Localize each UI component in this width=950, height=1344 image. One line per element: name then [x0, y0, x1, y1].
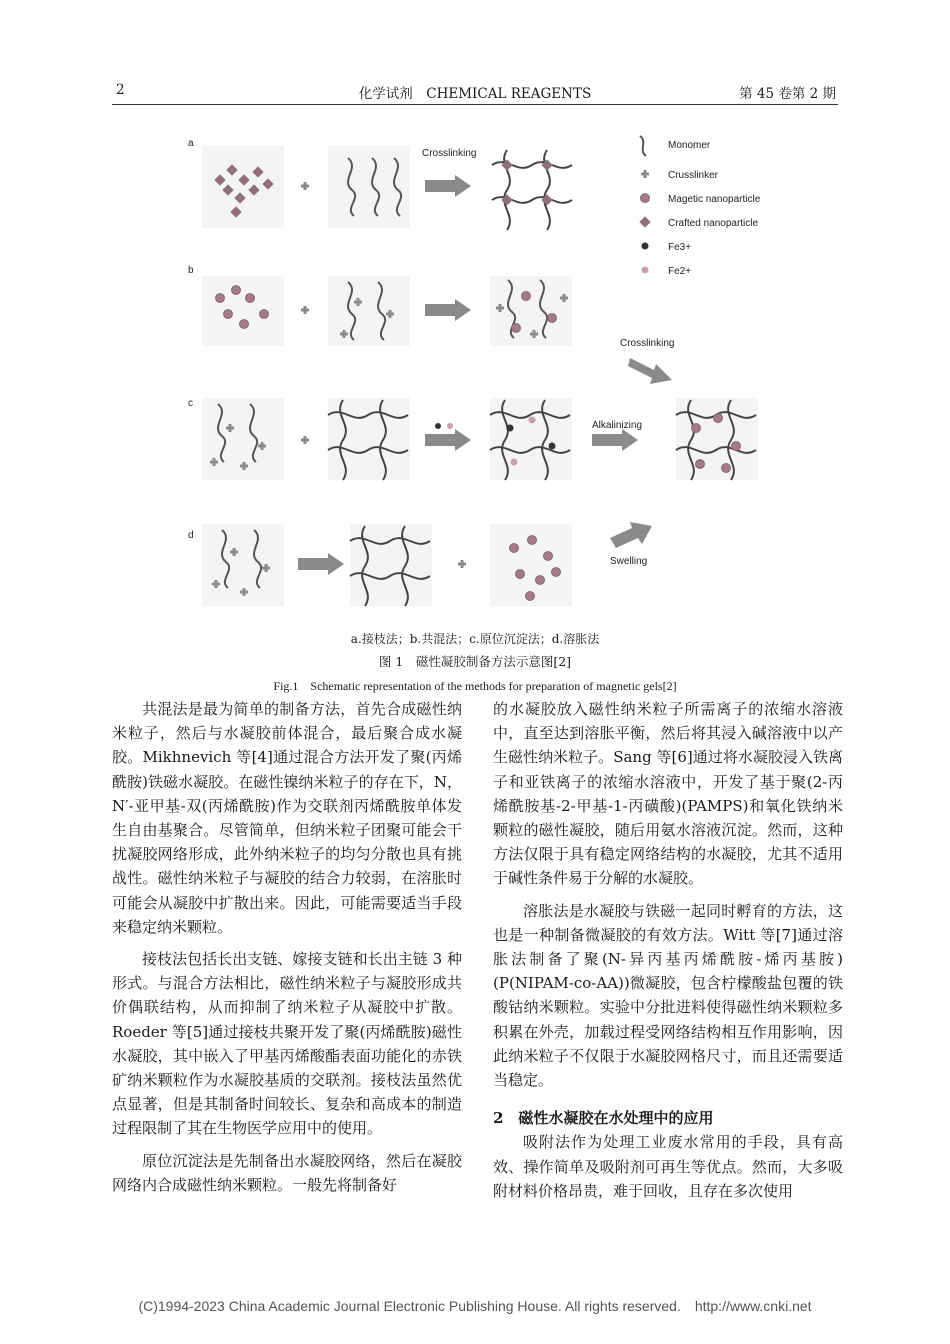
- paragraph-swelling: 溶胀法是水凝胶与铁磁一起同时孵育的方法，这也是一种制备微凝胶的有效方法。Witt 等[7]通过溶胀法制备了聚(N-异丙基丙烯酰胺-烯丙基胺)(P(NIPAM-co-AA))微凝胶，包含柠檬酸盐包覆的铁酸钴纳米颗粒。实验中分批进料使得磁性纳米颗粒多积累在外壳，加载过程受网络结构相互作用影响，因此纳米粒子不仅限于水凝胶网格尺寸，而且还需要适当稳定。: [493, 901, 843, 1090]
- legend-magnetic-np: Magetic nanoparticle: [668, 194, 761, 205]
- row-label-d: d: [188, 530, 194, 541]
- row-label-a: a: [188, 138, 194, 149]
- paragraph-in-situ-cont: 的水凝胶放入磁性纳米粒子所需离子的浓缩水溶液中，直至达到溶胀平衡，然后将其浸入碱溶液中以产生磁性纳米粒子。Sang 等[6]通过将水凝胶浸入铁离子和亚铁离子的浓缩水溶液中，开发了基于聚(2-丙烯酰胺基-2-甲基-1-丙磺酸)(PAMPS)和氧化铁纳米颗粒的磁性凝胶，随后用氨水溶液沉淀。然而，这种方法仅限于具有稳定网络结构的水凝胶，尤其不适用于碱性条件易于分解的水凝胶。: [493, 700, 843, 888]
- crosslinking-label-b: Crosslinking: [620, 338, 675, 349]
- issue-info: 第 45 卷第 2 期: [739, 86, 836, 102]
- legend-monomer: Monomer: [668, 140, 711, 151]
- legend-fe3: Fe3+: [668, 242, 692, 253]
- legend-grafted-np: Crafted nanoparticle: [668, 218, 759, 229]
- figure-caption-cn: 图 1 磁性凝胶制备方法示意图[2]: [378, 654, 572, 669]
- paragraph-in-situ: 原位沉淀法是先制备出水凝胶网络，然后在凝胶网络内合成磁性纳米颗粒。一般先将制备好: [112, 1151, 462, 1194]
- right-column: [493, 697, 843, 1203]
- paragraph-grafting: 接枝法包括长出支链、嫁接支链和长出主链 3 种形式。与混合方法相比，磁性纳米粒子与凝胶形成共价偶联结构，从而抑制了纳米粒子从凝胶中扩散。Roeder 等[5]通过接枝共聚开发了聚(丙烯酰胺)磁性水凝胶，其中嵌入了甲基丙烯酸酯表面功能化的赤铁矿纳米颗粒作为水凝胶基质的交联剂。接枝法虽然优点显著，但是其制备时间较长、复杂和高成本的制造过程限制了其在生物医学应用中的使用。: [112, 950, 462, 1138]
- alkalinizing-label: Alkalinizing: [592, 420, 643, 431]
- crosslinking-label-a: Crosslinking: [422, 148, 477, 159]
- legend-crosslinker: Crusslinker: [668, 170, 719, 181]
- paragraph-adsorption: 吸附法作为处理工业废水常用的手段，具有高效、操作简单及吸附剂可再生等优点。然而，大多吸附材料价格昂贵，难于回收，且存在多次使用: [493, 1133, 843, 1200]
- legend-fe2: Fe2+: [668, 266, 692, 277]
- figure-subcaption: a.接枝法；b.共混法；c.原位沉淀法；d.溶胀法: [350, 632, 600, 646]
- figure-1: [180, 128, 840, 618]
- row-label-c: c: [188, 398, 193, 409]
- figure-diagram: [180, 128, 840, 618]
- swelling-label: Swelling: [610, 556, 648, 567]
- journal-title: 化学试剂 CHEMICAL REAGENTS: [358, 86, 592, 102]
- page-number: 2: [116, 82, 125, 98]
- running-header: [112, 82, 838, 105]
- copyright-footer: (C)1994-2023 China Academic Journal Electronic Publishing House. All rights reserved. http://www.cnki.net: [138, 1298, 812, 1314]
- left-column: [112, 697, 462, 1197]
- paragraph-blending: 共混法是最为简单的制备方法，首先合成磁性纳米粒子，然后与水凝胶前体混合，最后聚合成水凝胶。Mikhnevich 等[4]通过混合方法开发了聚(丙烯酰胺)铁磁水凝胶。在磁性镍纳米粒子的存在下，N，N′-亚甲基-双(丙烯酰胺)作为交联剂丙烯酰胺单体发生自由基聚合。尽管简单，但纳米粒子团聚可能会干扰凝胶网络形成，此外纳米粒子的均匀分散也具有挑战性。磁性纳米粒子与凝胶的结合力较弱，在溶胀时可能会从凝胶中扩散出来。因此，可能需要适当手段来稳定纳米颗粒。: [112, 700, 462, 936]
- row-label-b: b: [188, 265, 194, 276]
- legend: [639, 136, 760, 277]
- figure-caption-en: Fig.1 Schematic representation of the methods for preparation of magnetic gels[2]: [273, 679, 677, 693]
- section-heading-2: 2 磁性水凝胶在水处理中的应用: [493, 1109, 714, 1128]
